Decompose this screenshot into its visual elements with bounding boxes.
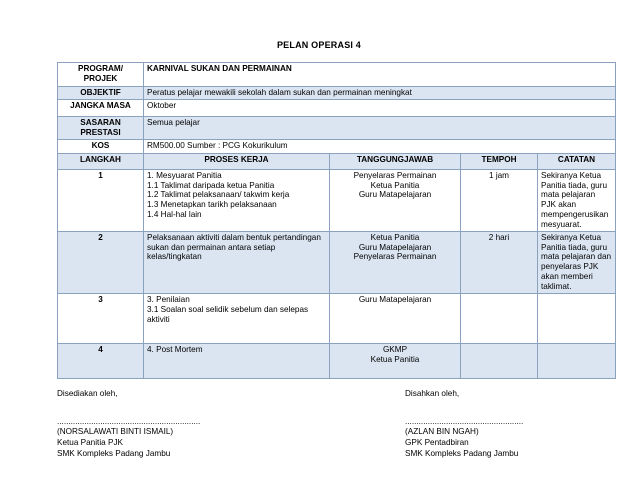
prepared-by-heading: Disediakan oleh, [57,389,118,398]
tanggungjawab-line: GKMP [382,344,408,354]
tanggungjawab-line: Guru Matapelajaran [358,190,432,200]
jangka-label: JANGKA MASA [58,100,144,117]
tanggungjawab-line: Guru Matapelajaran [358,242,432,252]
catatan-cell [538,343,616,378]
info-row-kos [58,139,616,153]
header-langkah: LANGKAH [58,153,144,169]
proses-cell [144,343,330,378]
tanggungjawab-line: Ketua Panitia [370,232,420,242]
kos-value: RM500.00 Sumber : PCG Kokurikulum [144,139,616,153]
catatan-cell: Sekiranya Ketua Panitia tiada, guru mata pelajaran PJK akan mempengerusikan mesyuarat. [538,169,616,231]
proses-line: 1.4 Hal-hal lain [147,210,202,220]
page-title: PELAN OPERASI 4 [276,40,362,50]
proses-line: Pelaksanaan aktiviti dalam bentuk pertandingan sukan dan permainan antara setiap kelas/tingkatan [147,232,321,262]
tanggungjawab-line: Penyelaras Permainan [353,252,437,262]
info-row-program [58,63,616,87]
table-row [58,343,616,378]
proses-cell [144,231,330,293]
jangka-value: Oktober [144,100,616,117]
step-number: 4 [58,343,144,378]
header-catatan: CATATAN [538,153,616,169]
prepared-by-block [57,389,200,459]
program-label: PROGRAM/ PROJEK [58,63,144,87]
table-row [58,169,616,231]
header-tanggungjawab: TANGGUNGJAWAB [330,153,461,169]
info-row-jangka [58,100,616,117]
tanggungjawab-cell [330,231,461,293]
proses-line: 1.1 Taklimat daripada ketua Panitia [147,180,275,190]
catatan-cell: Sekiranya Ketua Panitia tiada, guru mata pelajaran dan penyelaras PJK akan memberi taklimat. [538,231,616,293]
header-tempoh: TEMPOH [461,153,538,169]
tanggungjawab-cell [330,293,461,343]
approved-by-block [405,389,523,459]
catatan-cell [538,293,616,343]
signatory-position: Ketua Panitia PJK [57,437,123,447]
tanggungjawab-cell [330,343,461,378]
objektif-label: OBJEKTIF [58,87,144,100]
proses-cell [144,293,330,343]
tanggungjawab-line: Guru Matapelajaran [358,294,432,304]
column-header-row [58,153,616,169]
sasaran-value: Semua pelajar [144,117,616,140]
signature-line: ............................................................... [57,416,201,426]
tempoh-cell [461,293,538,343]
table-row [58,231,616,293]
tempoh-cell [461,343,538,378]
signatory-school: SMK Kompleks Padang Jambu [57,448,171,458]
step-number: 2 [58,231,144,293]
sasaran-label: SASARAN PRESTASI [58,117,144,140]
tanggungjawab-line: Ketua Panitia [370,180,420,190]
approved-by-heading: Disahkan oleh, [405,389,460,398]
info-row-sasaran [58,117,616,140]
tempoh-cell: 1 jam [461,169,538,231]
signature-line: .................................................... [405,416,524,426]
objektif-value: Peratus pelajar mewakili sekolah dalam sukan dan permainan meningkat [144,87,616,100]
signatory-position: GPK Pentadbiran [405,437,469,447]
tempoh-cell: 2 hari [461,231,538,293]
proses-line: 3. Penilaian [147,294,190,304]
info-row-objektif [58,87,616,100]
signatory-school: SMK Kompleks Padang Jambu [405,448,519,458]
proses-line: 4. Post Mortem [147,344,203,354]
proses-line: 1.3 Menetapkan tarikh pelaksanaan [147,200,277,210]
tanggungjawab-cell [330,169,461,231]
tanggungjawab-line: Ketua Panitia [370,354,420,364]
proses-line: 3.1 Soalan soal selidik sebelum dan selepas aktiviti [147,304,309,324]
header-proses-kerja: PROSES KERJA [144,153,330,169]
program-value: KARNIVAL SUKAN DAN PERMAINAN [144,63,616,87]
step-number: 3 [58,293,144,343]
signatory-name: (NORSALAWATI BINTI ISMAIL) [57,427,174,437]
proses-line: 1. Mesyuarat Panitia [147,170,222,180]
signatory-name: (AZLAN BIN NGAH) [405,427,479,437]
proses-cell [144,169,330,231]
operation-plan-table [57,62,616,379]
proses-line: 1.2 Taklimat pelaksanaan/ takwim kerja [147,190,290,200]
step-number: 1 [58,169,144,231]
table-row [58,293,616,343]
tanggungjawab-line: Penyelaras Permainan [353,170,437,180]
kos-label: KOS [58,139,144,153]
